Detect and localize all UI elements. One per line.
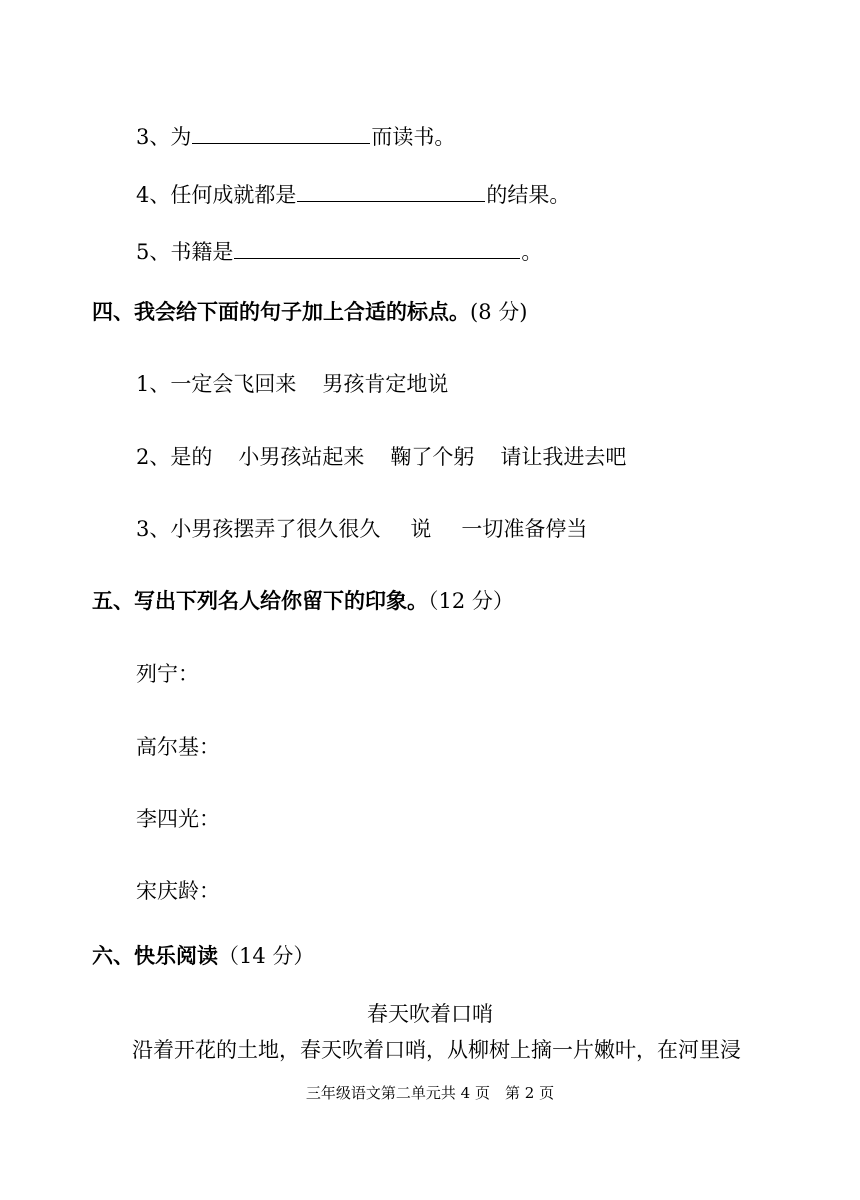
sentence-part: 请让我进去吧 (500, 445, 627, 469)
sentence-part: 一切准备停当 (461, 517, 588, 541)
heading-score: （14 分） (218, 944, 315, 968)
punctuation-item-2 (136, 443, 626, 471)
item-suffix: 。 (521, 240, 543, 264)
heading-text: 四、我会给下面的句子加上合适的标点。 (92, 299, 470, 324)
heading-score: (8 分) (470, 300, 528, 324)
item-suffix: 的结果。 (486, 183, 571, 207)
section-heading-punctuation (92, 298, 527, 326)
answer-blank[interactable] (234, 236, 520, 259)
punctuation-item-3 (136, 515, 587, 543)
item-prefix: 4、任何成就都是 (136, 183, 297, 207)
sentence-part: 说 (410, 517, 432, 541)
sentence-part: 鞠了个躬 (390, 445, 475, 469)
fill-blank-item-4 (136, 179, 570, 209)
section-heading-impressions (92, 587, 514, 615)
heading-score: （12 分） (428, 589, 514, 613)
item-suffix: 而读书。 (371, 125, 456, 149)
item-prefix: 3、为 (136, 125, 192, 149)
sentence-part: 3、小男孩摆弄了很久很久 (136, 517, 381, 541)
heading-text: 六、快乐阅读 (92, 943, 218, 968)
section-heading-reading (92, 942, 314, 970)
person-name-li-siguang: 李四光： (136, 807, 220, 831)
answer-blank[interactable] (297, 179, 485, 202)
person-name-song-qingling: 宋庆龄： (136, 879, 220, 903)
passage-title: 春天吹着口哨 (367, 1002, 493, 1026)
page-footer: 三年级语文第二单元共 4 页 第 2 页 (305, 1084, 555, 1102)
answer-blank[interactable] (192, 121, 370, 144)
sentence-part: 男孩肯定地说 (322, 372, 449, 396)
passage-line: 沿着开花的土地，春天吹着口哨，从柳树上摘一片嫩叶，在河里浸 (132, 1038, 741, 1062)
punctuation-item-1 (136, 370, 448, 398)
heading-text: 五、写出下列名人给你留下的印象。 (92, 588, 428, 613)
fill-blank-item-3 (136, 121, 455, 151)
sentence-part: 1、一定会飞回来 (136, 372, 297, 396)
sentence-part: 2、是的 (136, 445, 213, 469)
sentence-part: 小男孩站起来 (238, 445, 365, 469)
person-name-gorky: 高尔基： (136, 735, 220, 759)
person-name-lenin: 列宁： (136, 662, 199, 686)
fill-blank-item-5 (136, 236, 542, 266)
item-prefix: 5、书籍是 (136, 240, 234, 264)
